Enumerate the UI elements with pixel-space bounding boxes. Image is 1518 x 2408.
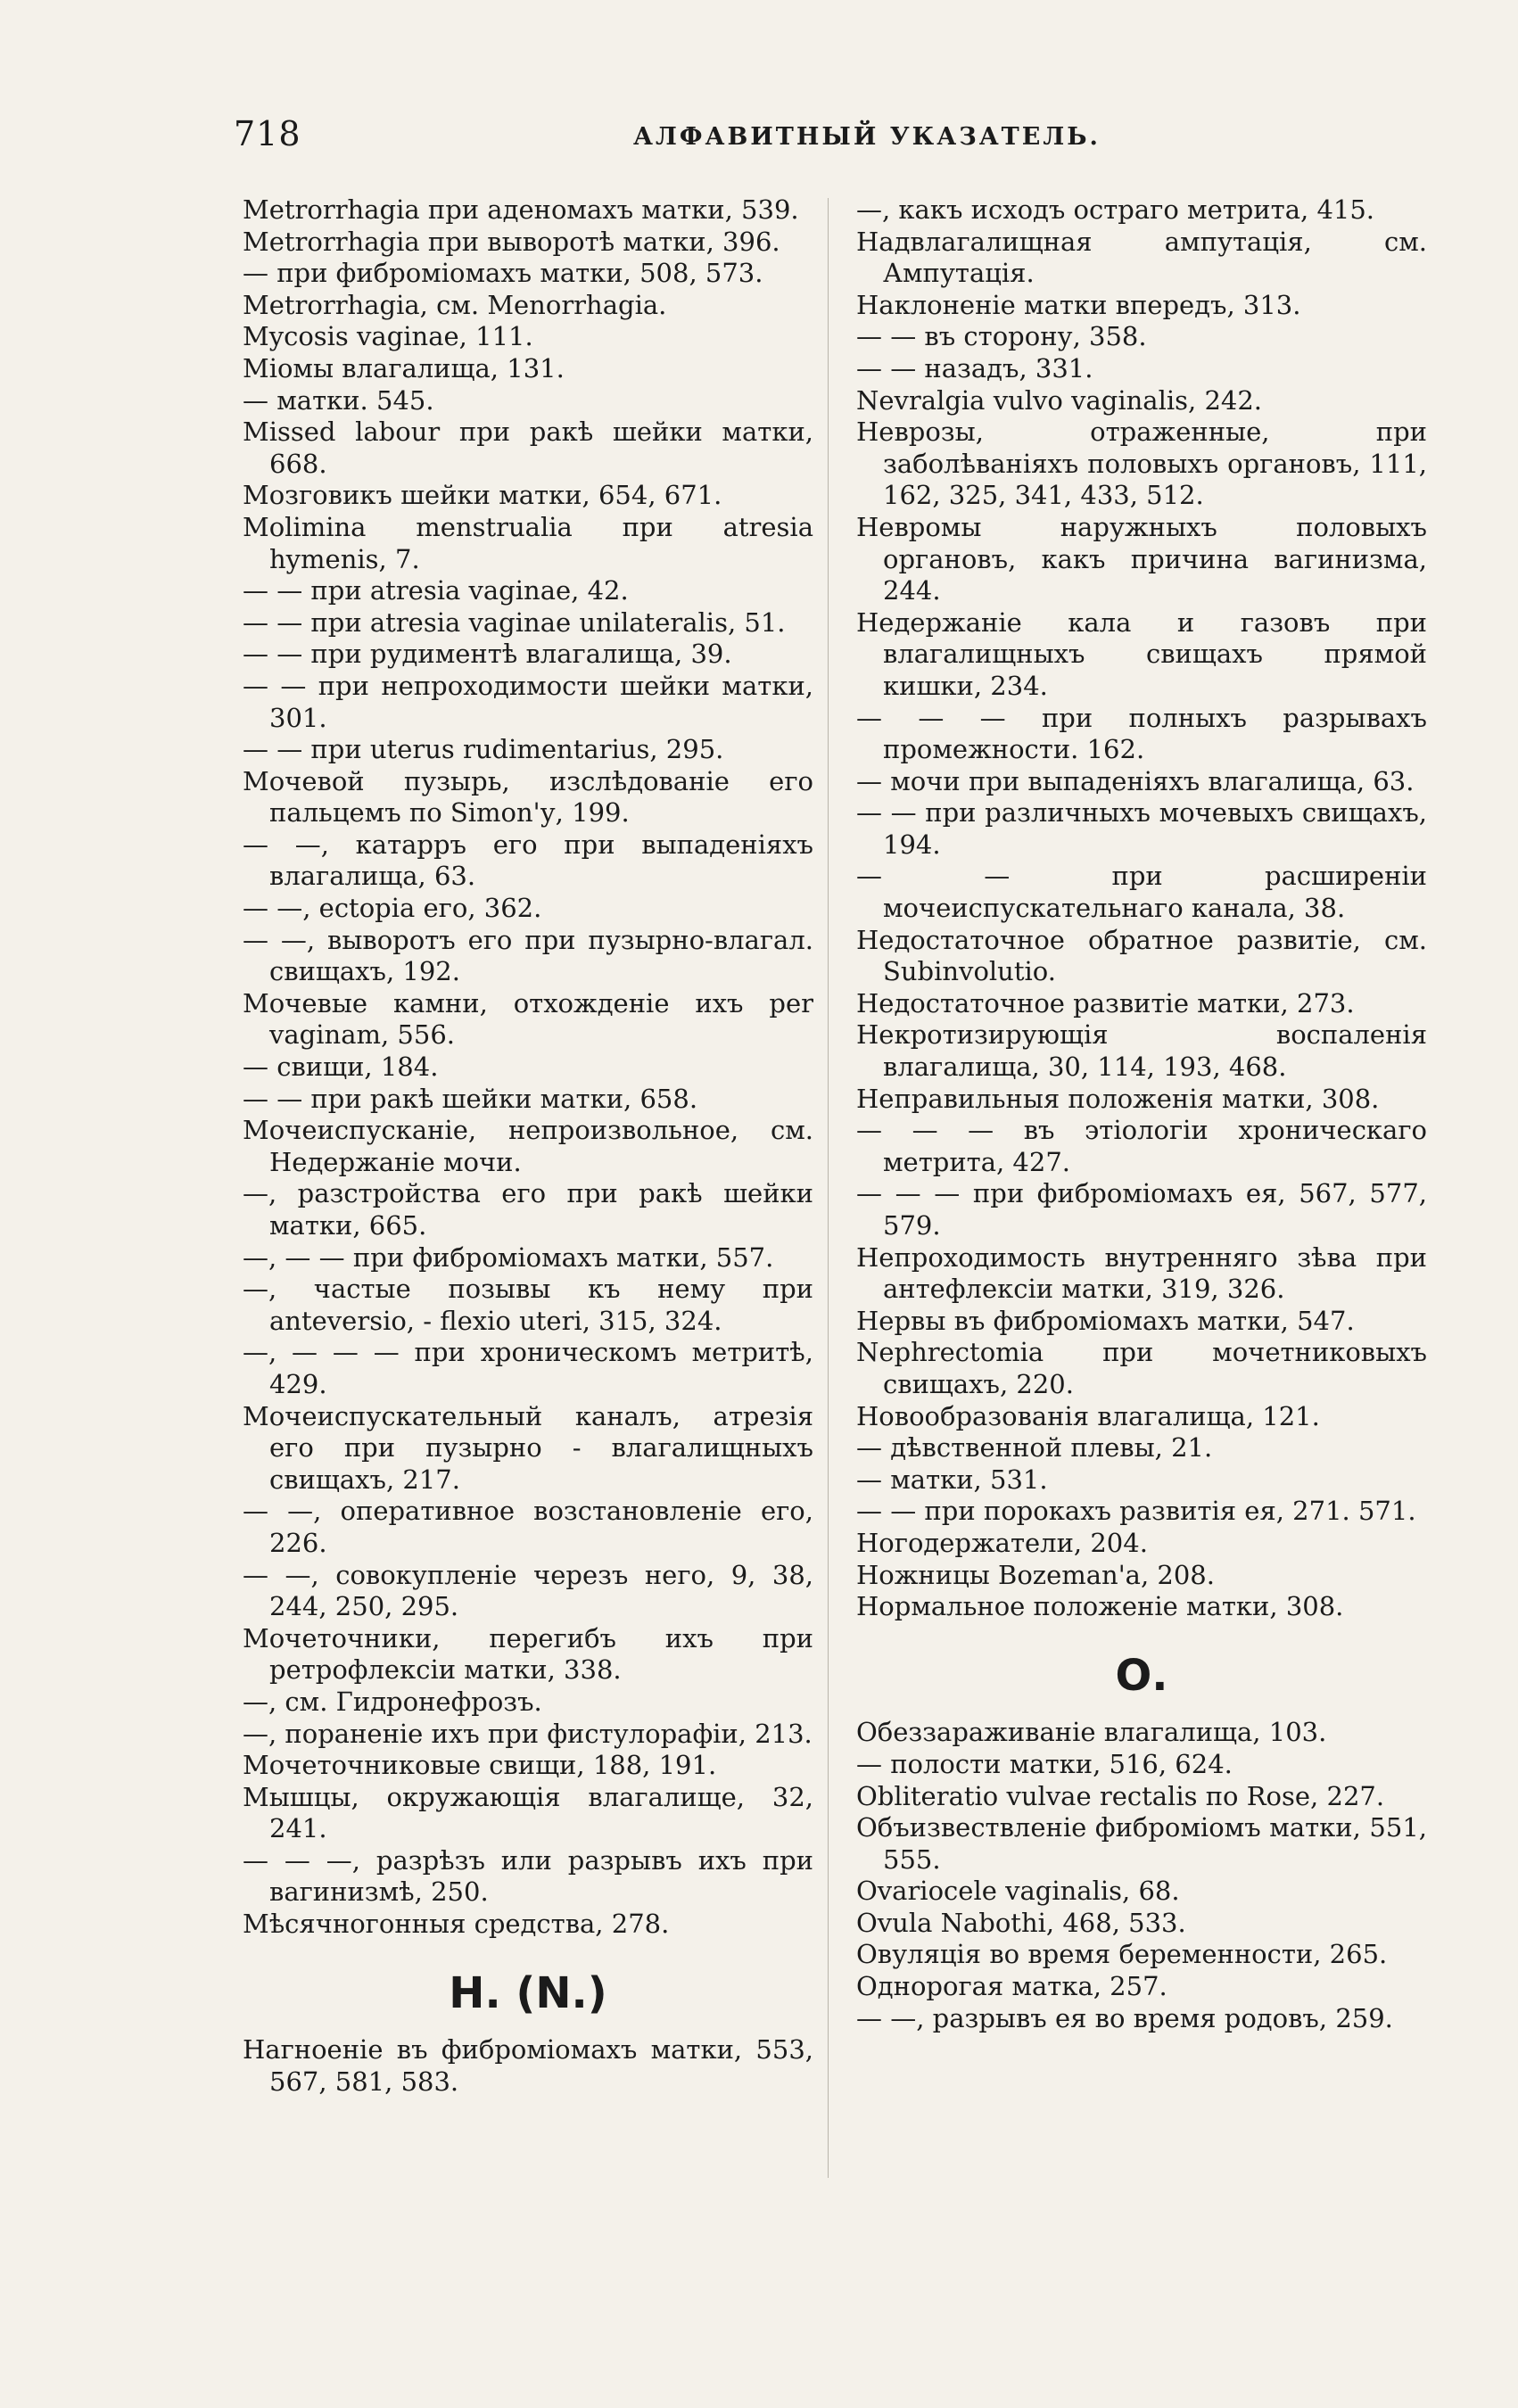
section-heading-n: Н. (N.) xyxy=(449,1967,607,2018)
index-entry: Непроходимость внутренняго зѣва при антефлексіи матки, 319, 326. xyxy=(856,1241,1427,1305)
index-entry: — при фиброміомахъ матки, 508, 573. xyxy=(243,258,763,289)
index-entry: — — при порокахъ развитія ея, 271. 571. xyxy=(856,1496,1416,1527)
running-head: АЛФАВИТНЫЙ УКАЗАТЕЛЬ. xyxy=(633,123,1101,151)
index-entry: Міомы влагалища, 131. xyxy=(243,352,565,383)
index-entry: Metrorrhagia при аденомахъ матки, 539. xyxy=(243,194,799,225)
index-entry: — — при рудиментѣ влагалища, 39. xyxy=(243,639,732,670)
index-entry: Недержаніе кала и газовъ при влагалищныхъ свищахъ прямой кишки, 234. xyxy=(856,606,1427,701)
index-entry: — —, разрывъ ея во время родовъ, 259. xyxy=(856,2002,1393,2033)
index-entry: Мочеточниковые свищи, 188, 191. xyxy=(243,1750,717,1781)
index-entry: Metrorrhagia, см. Menorrhagia. xyxy=(243,289,667,320)
index-entry: Мозговикъ шейки матки, 654, 671. xyxy=(243,480,722,511)
right-column xyxy=(856,194,1427,2034)
index-entry: — — при расширеніи мочеиспускательнаго канала, 38. xyxy=(856,861,1427,924)
index-entry: Мочеиспусканіе, непроизвольное, см. Недержаніе мочи. xyxy=(243,1115,813,1177)
index-entry: — — при различныхъ мочевыхъ свищахъ, 194. xyxy=(856,797,1427,860)
index-entry: Недостаточное развитіе матки, 273. xyxy=(856,987,1355,1018)
index-entry: — —, катарръ его при выпаденіяхъ влагалища, 63. xyxy=(243,829,813,892)
left-column xyxy=(243,194,813,2098)
index-entry: Надвлагалищная ампутація, см. Ампутація. xyxy=(856,226,1427,289)
index-entry: Наклоненіе матки впередъ, 313. xyxy=(856,289,1301,320)
section-heading-o: О. xyxy=(1115,1650,1168,1701)
index-entry: Nephrectomia при мочетниковыхъ свищахъ, 220. xyxy=(856,1337,1427,1399)
index-entry: Овуляція во время беременности, 265. xyxy=(856,1939,1388,1970)
index-entry: Мышцы, окружающія влагалище, 32, 241. xyxy=(243,1781,813,1844)
left-entry-list-n xyxy=(243,2034,813,2098)
index-entry: Ovariocele vaginalis, 68. xyxy=(856,1876,1180,1907)
index-entry: Некротизирующія воспаленія влагалища, 30, 114, 193, 468. xyxy=(856,1019,1427,1083)
index-entry: Мочеиспускательный каналъ, атрезія его при пузырно - влагалищныхъ свищахъ, 217. xyxy=(243,1400,813,1495)
right-entry-list xyxy=(856,194,1427,1623)
index-entry: — свищи, 184. xyxy=(243,1051,439,1083)
index-entry: Однорогая матка, 257. xyxy=(856,1971,1167,2002)
index-entry: Molimina menstrualia при atresia hymenis, 7. xyxy=(243,511,813,574)
index-entry: — —, совокупленіе черезъ него, 9, 38, 244, 250, 295. xyxy=(243,1559,813,1622)
index-entry: — — при atresia vaginae, 42. xyxy=(243,575,629,606)
index-entry: —, — — при фиброміомахъ матки, 557. xyxy=(243,1241,774,1273)
index-entry: Обеззараживаніе влагалища, 103. xyxy=(856,1717,1327,1748)
index-entry: — — — при полныхъ разрывахъ промежности. 162. xyxy=(856,702,1427,765)
index-entry: Невромы наружныхъ половыхъ органовъ, какъ причина вагинизма, 244. xyxy=(856,511,1427,606)
index-entry: Nevralgia vulvo vaginalis, 242. xyxy=(856,384,1263,416)
index-entry: Мочевой пузырь, изслѣдованіе его пальцемъ по Simon'у, 199. xyxy=(243,765,813,829)
index-entry: Metrorrhagia при выворотѣ матки, 396. xyxy=(243,226,780,257)
index-entry: — — — при фиброміомахъ ея, 567, 577, 579. xyxy=(856,1178,1427,1241)
left-entry-list xyxy=(243,194,813,1941)
index-entry: Мочеточники, перегибъ ихъ при ретрофлексіи матки, 338. xyxy=(243,1622,813,1686)
index-entry: Ovula Nabothi, 468, 533. xyxy=(856,1907,1186,1938)
page-number: 718 xyxy=(234,114,301,153)
index-entry: Объизвествленіе фиброміомъ матки, 551, 555. xyxy=(856,1812,1427,1875)
index-entry: Mycosis vaginae, 111. xyxy=(243,321,533,352)
index-entry: — мочи при выпаденіяхъ влагалища, 63. xyxy=(856,765,1415,796)
index-entry: — полости матки, 516, 624. xyxy=(856,1748,1233,1779)
index-entry: Obliteratio vulvae rectalis по Rose, 227. xyxy=(856,1780,1385,1811)
index-entry: Нагноеніе въ фиброміомахъ матки, 553, 567, 581, 583. xyxy=(243,2034,813,2097)
index-entry: — — при atresia vaginae unilateralis, 51. xyxy=(243,606,786,638)
index-entry: — — при непроходимости шейки матки, 301. xyxy=(243,670,813,733)
index-entry: Неврозы, отраженные, при заболѣваніяхъ половыхъ органовъ, 111, 162, 325, 341, 433, 512. xyxy=(856,416,1427,511)
index-entry: Неправильныя положенія матки, 308. xyxy=(856,1083,1380,1114)
index-entry: Missed labour при ракѣ шейки матки, 668. xyxy=(243,416,813,479)
index-entry: — — въ сторону, 358. xyxy=(856,321,1147,352)
index-entry: Нервы въ фиброміомахъ матки, 547. xyxy=(856,1305,1355,1336)
index-entry: — матки. 545. xyxy=(243,384,434,416)
index-entry: — —, выворотъ его при пузырно-влагал. свищахъ, 192. xyxy=(243,924,813,987)
index-entry: — — — въ этіологіи хроническаго метрита, 427. xyxy=(856,1115,1427,1177)
index-entry: —, пораненіе ихъ при фистулорафіи, 213. xyxy=(243,1718,813,1749)
index-entry: —, какъ исходъ остраго метрита, 415. xyxy=(856,194,1375,225)
index-entry: — — назадъ, 331. xyxy=(856,352,1093,383)
index-entry: —, см. Гидронефрозъ. xyxy=(243,1686,542,1717)
index-entry: — дѣвственной плевы, 21. xyxy=(856,1432,1213,1464)
index-entry: — — при ракѣ шейки матки, 658. xyxy=(243,1083,698,1114)
index-entry: Недостаточное обратное развитіе, см. Subinvolutio. xyxy=(856,924,1427,987)
index-entry: Мѣсячногонныя средства, 278. xyxy=(243,1909,670,1940)
index-entry: —, частые позывы къ нему при anteversio, - flexio uteri, 315, 324. xyxy=(243,1274,813,1336)
index-entry: Ножницы Bozeman'а, 208. xyxy=(856,1559,1215,1590)
index-entry: Нормальное положеніе матки, 308. xyxy=(856,1591,1344,1622)
index-entry: Мочевые камни, отхожденіе ихъ per vaginam, 556. xyxy=(243,987,813,1051)
index-entry: —, разстройства его при ракѣ шейки матки, 665. xyxy=(243,1178,813,1241)
index-entry: — — —, разрѣзъ или разрывъ ихъ при вагинизмѣ, 250. xyxy=(243,1844,813,1908)
index-entry: Ногодержатели, 204. xyxy=(856,1527,1148,1558)
index-entry: — —, ectopia его, 362. xyxy=(243,893,542,924)
index-entry: —, — — — при хроническомъ метритѣ, 429. xyxy=(243,1337,813,1399)
right-entry-list-o xyxy=(856,1717,1427,2034)
index-entry: Новообразованія влагалища, 121. xyxy=(856,1400,1320,1431)
index-entry: — матки, 531. xyxy=(856,1464,1048,1495)
page-header xyxy=(234,114,1259,168)
index-entry: — —, оперативное возстановленіе его, 226. xyxy=(243,1496,813,1558)
column-divider xyxy=(828,198,829,2178)
index-entry: — — при uterus rudimentarius, 295. xyxy=(243,734,724,765)
